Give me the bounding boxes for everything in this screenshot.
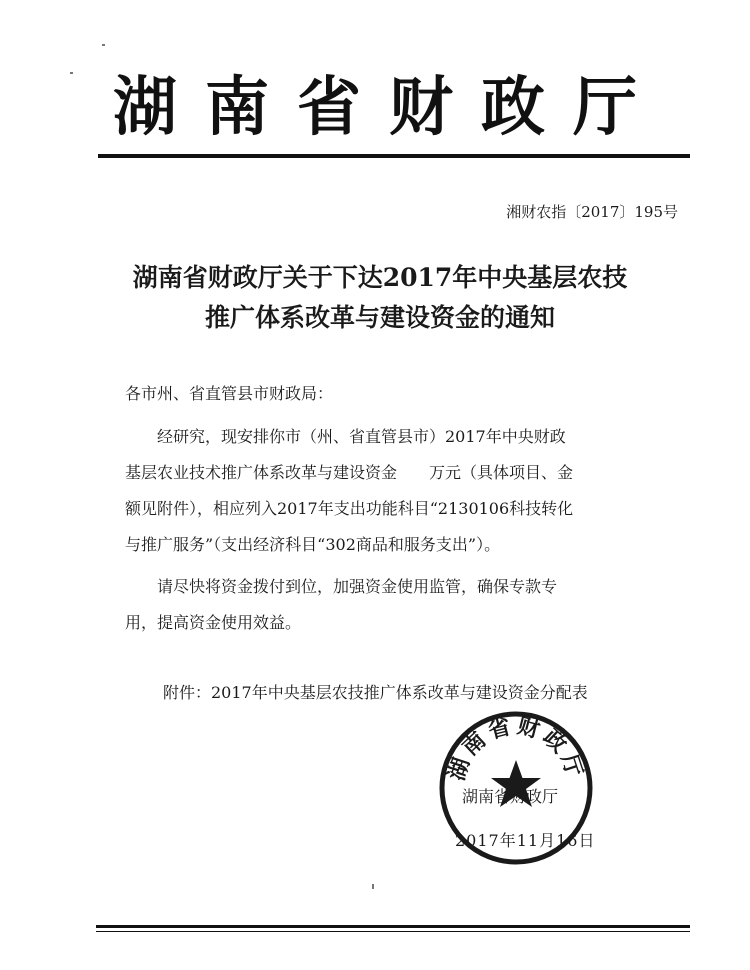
document-number: 湘财农指〔2017〕195号: [506, 203, 678, 221]
scan-speck: [70, 72, 73, 74]
body-line: 用，提高资金使用效益。: [125, 613, 302, 632]
seal-text: 湖南省财政厅: [444, 713, 588, 784]
body-line: 请尽快将资金拨付到位，加强资金使用监管，确保专款专: [157, 577, 558, 596]
body-line: 基层农业技术推广体系改革与建设资金 万元（具体项目、金: [125, 463, 574, 482]
body-paragraph-2: [125, 569, 670, 641]
scan-speck: [372, 884, 374, 889]
issuer-signature: 湖南省财政厅: [462, 787, 559, 806]
scan-speck: [102, 44, 105, 46]
body-paragraph-1: [125, 419, 670, 563]
attachment-note: 附件：2017年中央基层农技推广体系改革与建设资金分配表: [163, 683, 588, 702]
body-line: 经研究，现安排你市（州、省直管县市）2017年中央财政: [157, 427, 566, 446]
salutation: 各市州、省直管县市财政局：: [125, 384, 334, 403]
body-line: 与推广服务”（支出经济科目“302商品和服务支出”）。: [125, 535, 501, 554]
masthead-title: 湖南省财政厅: [113, 70, 665, 145]
title-line-1: 湖南省财政厅关于下达2017年中央基层农技: [132, 263, 628, 292]
footer-rule-thin: [96, 931, 690, 932]
document-title: [60, 258, 700, 338]
body-line: 额见附件），相应列入2017年支出功能科目“2130106科技转化: [125, 499, 574, 518]
footer-rule: [96, 925, 690, 928]
title-line-2: 推广体系改革与建设资金的通知: [204, 303, 555, 332]
issue-date: 2017年11月16日: [455, 831, 596, 850]
masthead-rule: [98, 154, 690, 158]
